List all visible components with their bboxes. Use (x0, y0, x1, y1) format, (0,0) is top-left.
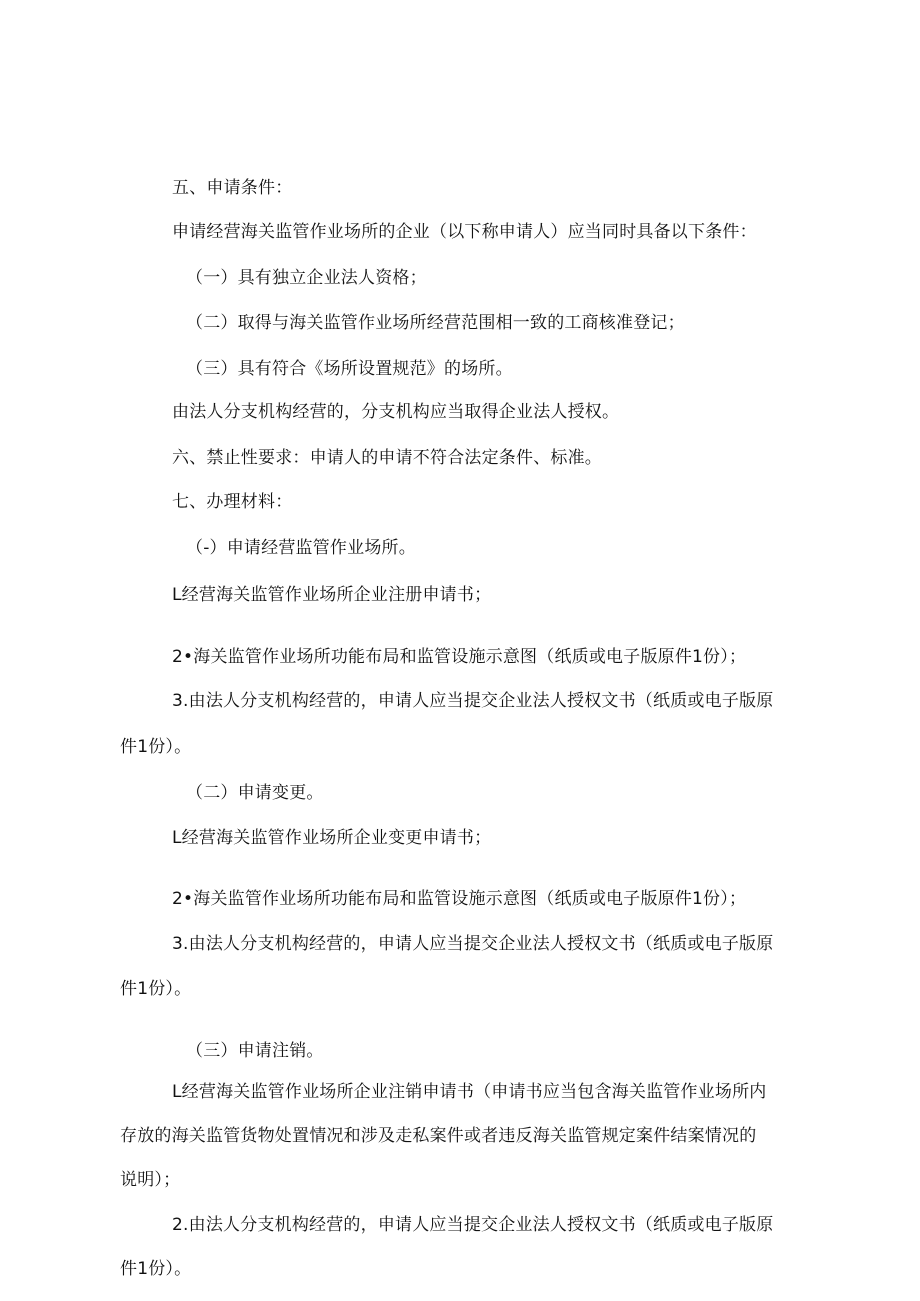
list-item: 3.由法人分支机构经营的，申请人应当提交企业法人授权文书（纸质或电子版原 (172, 691, 774, 711)
list-item-continuation: 说明）； (120, 1170, 181, 1190)
list-item: 2.由法人分支机构经营的，申请人应当提交企业法人授权文书（纸质或电子版原 (172, 1215, 774, 1235)
list-item-continuation: 存放的海关监管货物处置情况和涉及走私案件或者违反海关监管规定案件结案情况的 (120, 1126, 757, 1146)
list-item: 2•海关监管作业场所功能布局和监管设施示意图（纸质或电子版原件1份）； (172, 647, 747, 667)
list-item: 2•海关监管作业场所功能布局和监管设施示意图（纸质或电子版原件1份）； (172, 889, 747, 909)
paragraph-text: 申请经营海关监管作业场所的企业（以下称申请人）应当同时具备以下条件： (172, 222, 757, 242)
subsection-heading: （-）申请经营监管作业场所。 (186, 538, 416, 558)
section-heading-prohibitions: 六、禁止性要求：申请人的申请不符合法定条件、标准。 (172, 448, 602, 468)
subsection-heading: （三）申请注销。 (186, 1041, 324, 1061)
section-heading-materials: 七、办理材料： (172, 492, 293, 512)
list-item: （三）具有符合《场所设置规范》的场所。 (186, 359, 513, 379)
list-item: L经营海关监管作业场所企业注册申请书； (172, 585, 492, 605)
paragraph-text: 由法人分支机构经营的，分支机构应当取得企业法人授权。 (172, 402, 620, 422)
list-item: （二）取得与海关监管作业场所经营范围相一致的工商核准登记； (186, 313, 685, 333)
list-item: L经营海关监管作业场所企业变更申请书； (172, 828, 492, 848)
list-item-continuation: 件1份）。 (120, 737, 192, 757)
list-item: 3.由法人分支机构经营的，申请人应当提交企业法人授权文书（纸质或电子版原 (172, 934, 774, 954)
list-item-continuation: 件1份）。 (120, 1259, 192, 1279)
list-item: （一）具有独立企业法人资格； (186, 268, 427, 288)
list-item: L经营海关监管作业场所企业注销申请书（申请书应当包含海关监管作业场所内 (172, 1082, 767, 1102)
subsection-heading: （二）申请变更。 (186, 783, 324, 803)
section-heading-conditions: 五、申请条件： (172, 178, 293, 198)
list-item-continuation: 件1份）。 (120, 979, 192, 999)
